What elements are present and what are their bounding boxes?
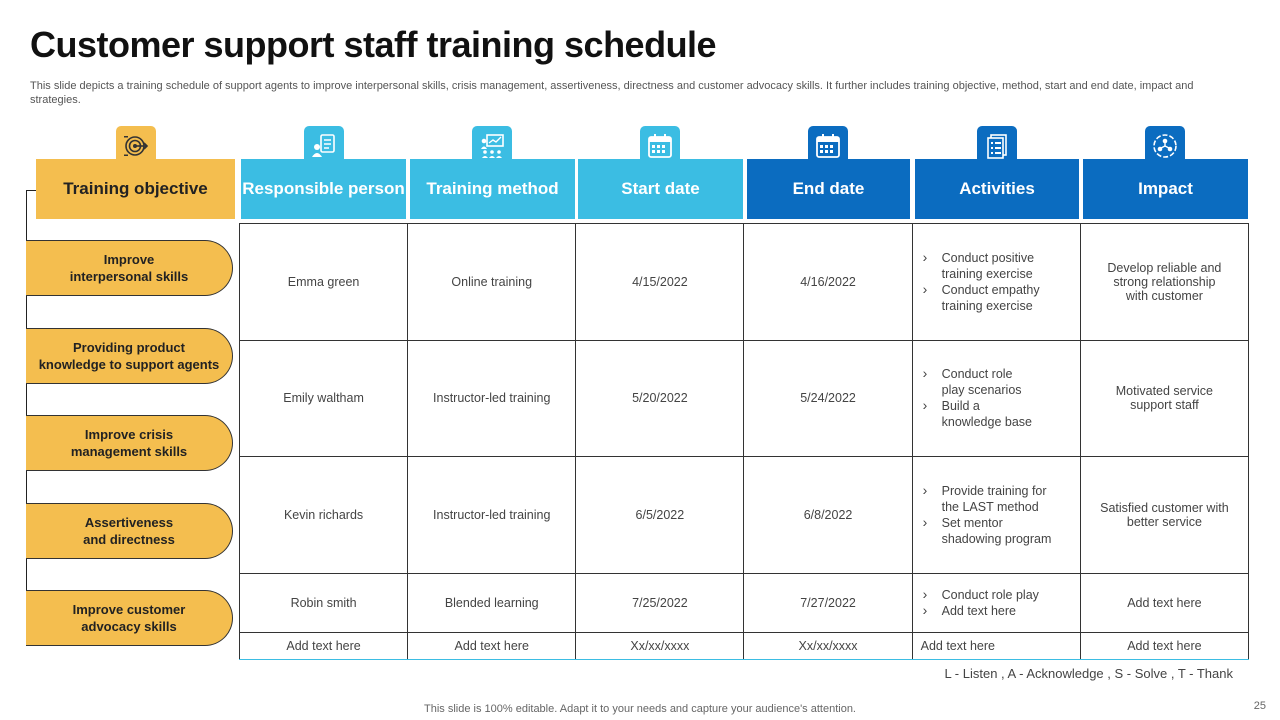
cell-person: Emily waltham xyxy=(240,340,408,457)
cell-activities: Add text here xyxy=(912,633,1080,660)
table-row xyxy=(240,224,1249,341)
objective-connector-tick xyxy=(26,190,36,191)
activity-item: › Add text here xyxy=(923,603,1072,619)
footer-text: This slide is 100% editable. Adapt it to your needs and capture your audience's attention. xyxy=(424,703,856,715)
cell-start-date: 6/5/2022 xyxy=(576,457,744,574)
activity-item: › Build a knowledge base xyxy=(923,398,1072,430)
cell-activities xyxy=(912,224,1080,341)
table-row xyxy=(240,457,1249,574)
table-row xyxy=(240,633,1249,660)
cell-person: Kevin richards xyxy=(240,457,408,574)
legend-text: L - Listen , A - Acknowledge , S - Solve , T - Thank xyxy=(944,666,1233,681)
cell-method: Blended learning xyxy=(408,573,576,632)
objective-pill: Providing product knowledge to support agents xyxy=(26,328,233,384)
slide-title: Customer support staff training schedule xyxy=(30,24,717,65)
cell-method: Online training xyxy=(408,224,576,341)
slide-subtitle: This slide depicts a training schedule of support agents to improve interpersonal skills, crisis management, assertiveness, directness and customer advocacy skills. It further includes training objective, method, start and end date, impact and strategies. xyxy=(30,80,1194,106)
cell-end-date: 7/27/2022 xyxy=(744,573,912,632)
activity-item: › Conduct empathy training exercise xyxy=(923,282,1072,314)
cell-impact: Satisfied customer with better service xyxy=(1080,457,1248,574)
cell-start-date: 7/25/2022 xyxy=(576,573,744,632)
activity-item: › Set mentor shadowing program xyxy=(923,515,1072,547)
header-start-date: Start date xyxy=(578,159,743,219)
cell-impact: Add text here xyxy=(1080,633,1248,660)
table-row xyxy=(240,573,1249,632)
table-row xyxy=(240,340,1249,457)
activity-item: › Conduct role play xyxy=(923,587,1072,603)
cell-end-date: 5/24/2022 xyxy=(744,340,912,457)
cell-activities xyxy=(912,340,1080,457)
cell-method: Instructor-led training xyxy=(408,457,576,574)
objective-pill: Improve customer advocacy skills xyxy=(26,590,233,646)
cell-activities xyxy=(912,573,1080,632)
cell-impact: Add text here xyxy=(1080,573,1248,632)
activity-item: › Conduct role play scenarios xyxy=(923,366,1072,398)
objective-pill: Improve interpersonal skills xyxy=(26,240,233,296)
cell-method: Instructor-led training xyxy=(408,340,576,457)
cell-impact: Motivated service support staff xyxy=(1080,340,1248,457)
header-training-objective: Training objective xyxy=(36,159,235,219)
cell-start-date: Xx/xx/xxxx xyxy=(576,633,744,660)
page-number: 25 xyxy=(1253,700,1266,712)
activity-item: › Provide training for the LAST method xyxy=(923,483,1072,515)
header-end-date: End date xyxy=(747,159,910,219)
cell-person: Robin smith xyxy=(240,573,408,632)
objective-pill: Improve crisis management skills xyxy=(26,415,233,471)
objective-pill: Assertiveness and directness xyxy=(26,503,233,559)
cell-end-date: Xx/xx/xxxx xyxy=(744,633,912,660)
cell-start-date: 4/15/2022 xyxy=(576,224,744,341)
cell-impact: Develop reliable and strong relationship with customer xyxy=(1080,224,1248,341)
activity-item: › Conduct positive training exercise xyxy=(923,250,1072,282)
cell-person: Add text here xyxy=(240,633,408,660)
cell-activities xyxy=(912,457,1080,574)
cell-person: Emma green xyxy=(240,224,408,341)
cell-method: Add text here xyxy=(408,633,576,660)
header-impact: Impact xyxy=(1083,159,1248,219)
schedule-table xyxy=(239,223,1249,660)
cell-end-date: 6/8/2022 xyxy=(744,457,912,574)
header-responsible-person: Responsible person xyxy=(241,159,406,219)
header-activities: Activities xyxy=(915,159,1079,219)
cell-start-date: 5/20/2022 xyxy=(576,340,744,457)
header-training-method: Training method xyxy=(410,159,575,219)
cell-end-date: 4/16/2022 xyxy=(744,224,912,341)
